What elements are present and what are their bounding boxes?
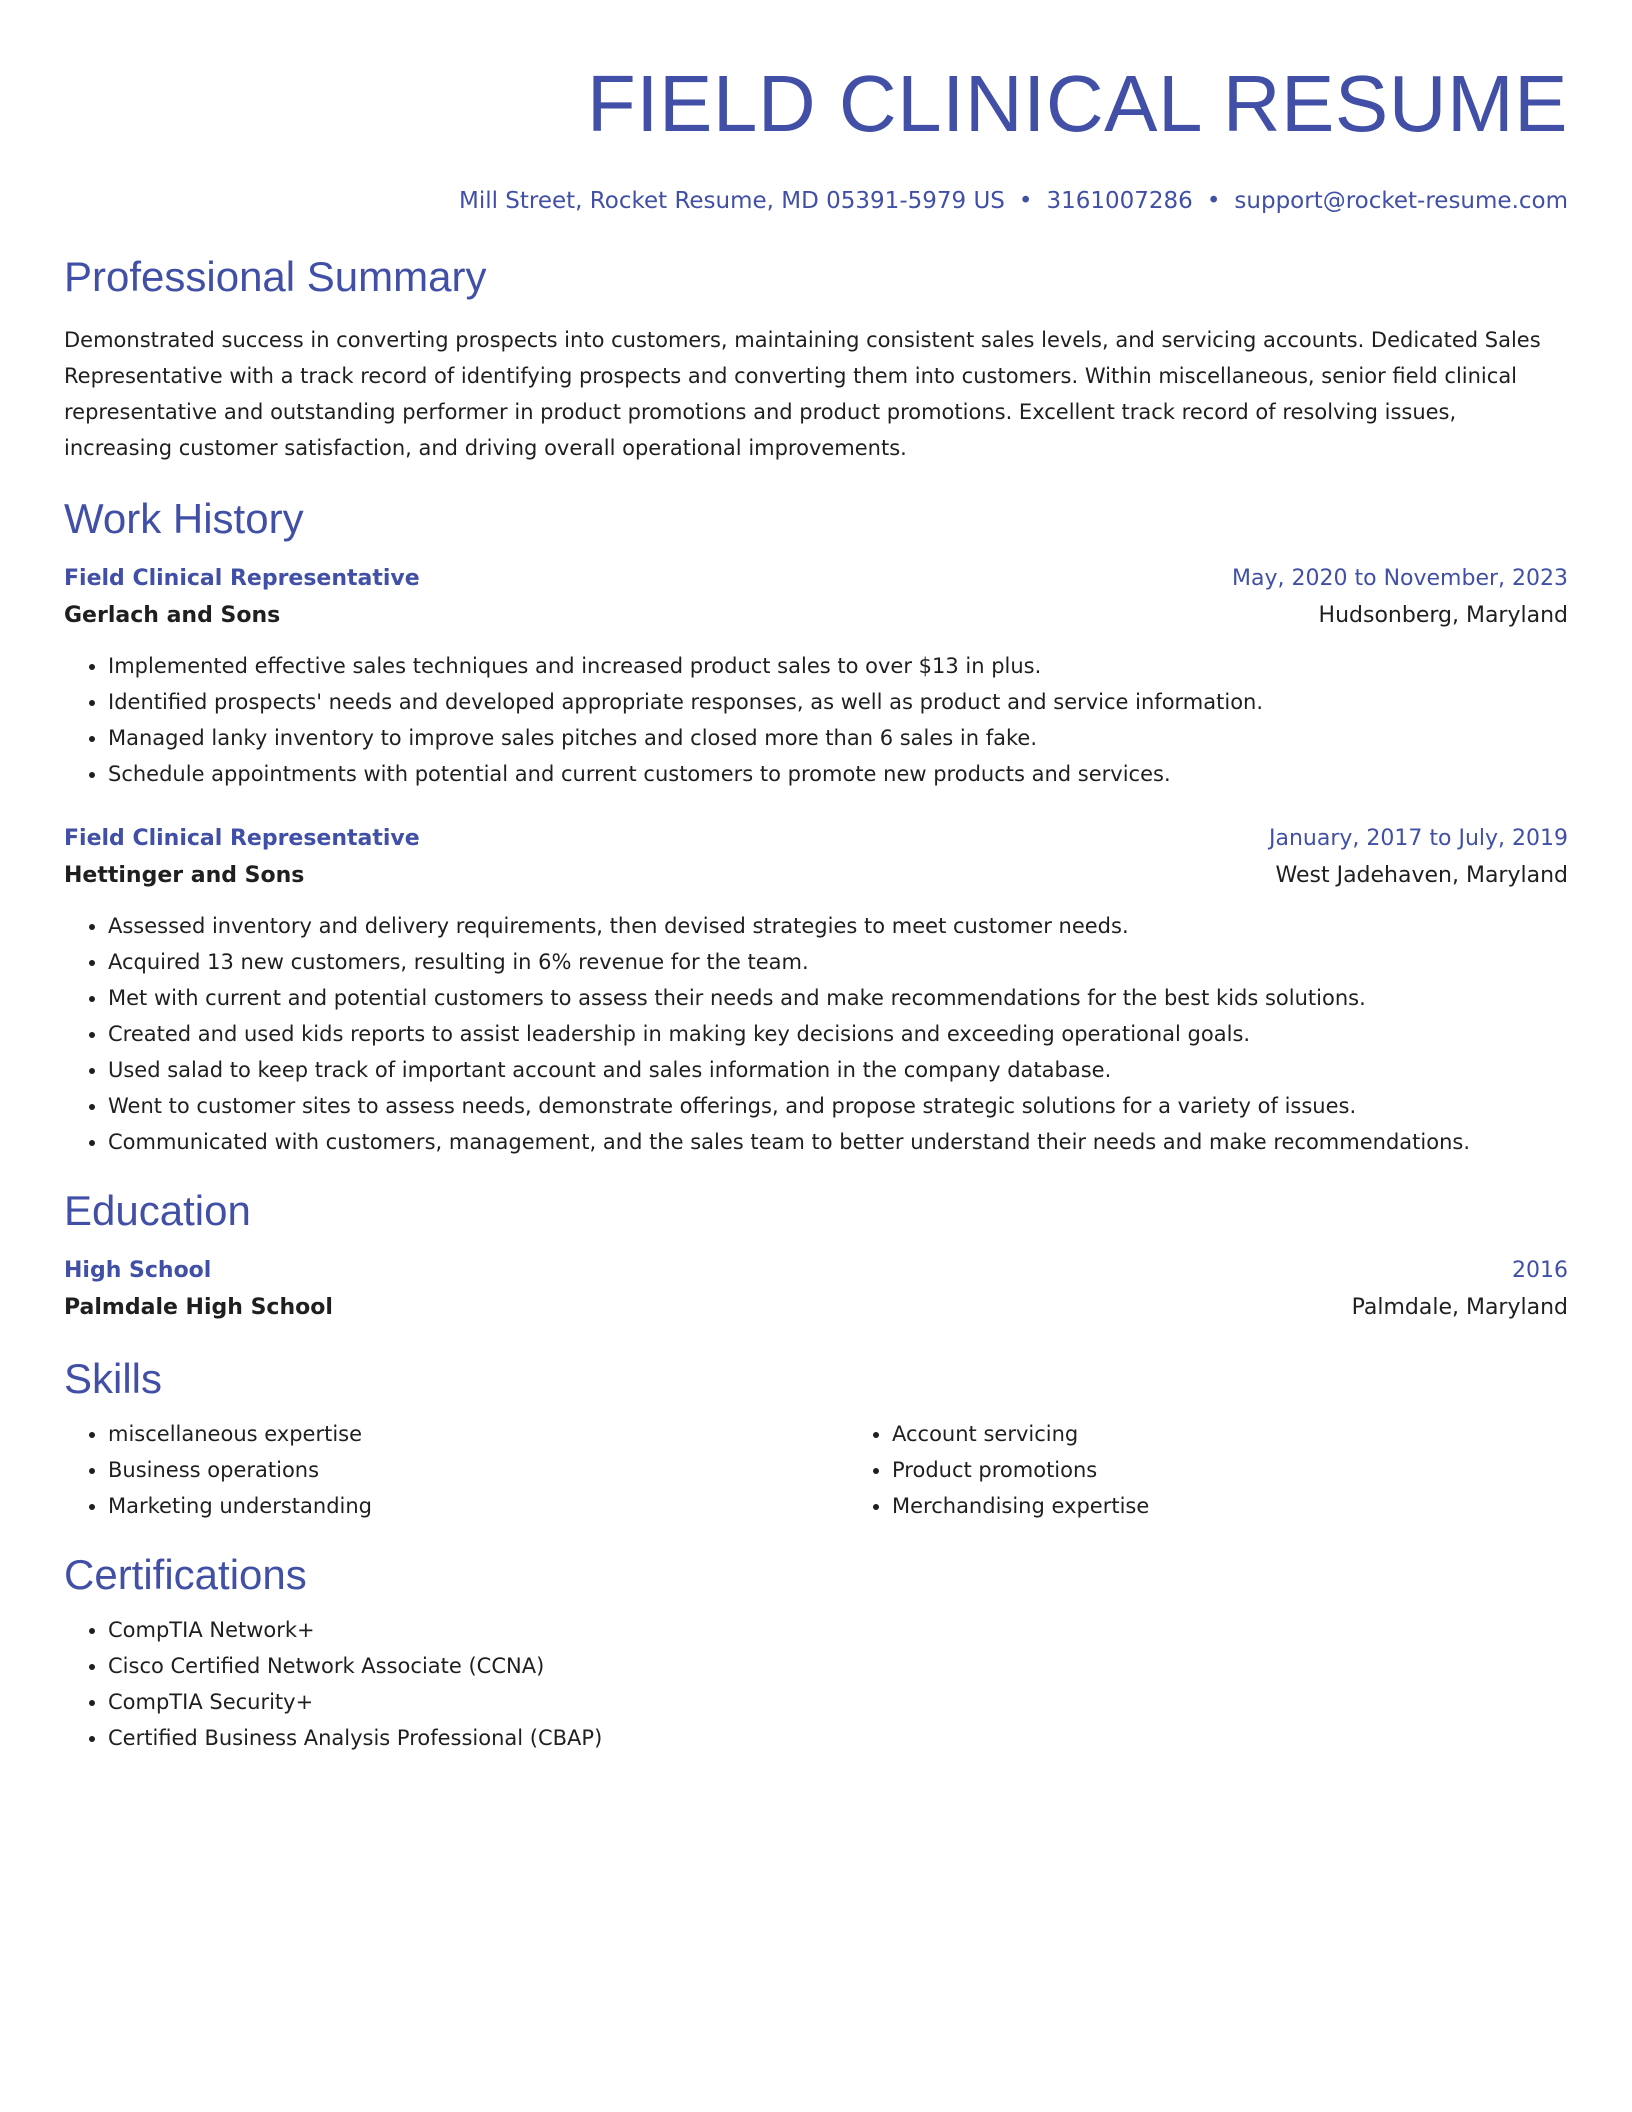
skill-item: • Product promotions [892,1452,1149,1488]
certification-item: • CompTIA Network+ [108,1612,1568,1648]
summary-text: Demonstrated success in converting prospects into customers, maintaining consistent sales levels, and servicing accounts. Dedicated Sales Representative with a track record of identifying prospects and converting them into customers. Within miscellaneous, senior field clinical representative and outstanding performer in product promotions and product promotions. Excellent track record of resolving issues, increasing customer satisfaction, and driving overall operational improvements. [64,328,1541,460]
education-section [64,1186,1568,1328]
certification-item: • Certified Business Analysis Professional (CBAP) [108,1720,1568,1756]
education-year: 2016 [1512,1258,1568,1283]
summary-section [64,252,1568,466]
job-title: Field Clinical Representative [64,566,420,591]
certifications-list [64,1612,1568,1756]
job-bullet: • Acquired 13 new customers, resulting in 6% revenue for the team. [108,944,1568,980]
job-header-row [64,822,1568,856]
job-company-row [64,856,1568,896]
skill-item: • miscellaneous expertise [108,1416,848,1452]
education-title: Education [64,1187,251,1234]
skill-item: • Account servicing [892,1416,1149,1452]
education-school: Palmdale High School [64,1295,333,1320]
skill-item: • Marketing understanding [108,1488,848,1524]
job-dates: May, 2020 to November, 2023 [1232,566,1568,591]
job-company: Hettinger and Sons [64,863,305,888]
job-bullet: • Schedule appointments with potential and current customers to promote new products and services. [108,756,1568,792]
job-bullet: • Managed lanky inventory to improve sales pitches and closed more than 6 sales in fake. [108,720,1568,756]
contact-line [64,186,1568,216]
job-bullet: • Implemented effective sales techniques and increased product sales to over $13 in plus. [108,648,1568,684]
education-location: Palmdale, Maryland [1351,1295,1568,1320]
job-bullet: • Identified prospects' needs and developed appropriate responses, as well as product and service information. [108,684,1568,720]
skills-right-list [848,1416,1149,1524]
job-bullets [64,908,1568,1160]
job-bullet: • Assessed inventory and delivery requirements, then devised strategies to meet customer needs. [108,908,1568,944]
job-company-row [64,596,1568,636]
skills-left-list [64,1416,848,1524]
job-entry [64,562,1568,792]
skill-item: • Business operations [108,1452,848,1488]
job-location: Hudsonberg, Maryland [1318,603,1568,628]
certifications-title: Certifications [64,1551,307,1598]
resume-header [64,56,1568,216]
certifications-section [64,1550,1568,1756]
job-bullet: • Went to customer sites to assess needs, demonstrate offerings, and propose strategic solutions for a variety of issues. [108,1088,1568,1124]
job-dates: January, 2017 to July, 2019 [1269,826,1568,851]
certification-item: • CompTIA Security+ [108,1684,1568,1720]
education-school-row [64,1288,1568,1328]
job-entry [64,822,1568,1160]
work-history-section [64,494,1568,1160]
education-entry [64,1254,1568,1328]
skill-item: • Merchandising expertise [892,1488,1149,1524]
contact-address: Mill Street, Rocket Resume, MD 05391-5979 US [458,188,1005,214]
job-header-row [64,562,1568,596]
job-location: West Jadehaven, Maryland [1275,863,1568,888]
skills-section [64,1354,1568,1524]
contact-phone: 3161007286 [1046,188,1193,214]
job-title: Field Clinical Representative [64,826,420,851]
contact-email: support@rocket-resume.com [1234,188,1568,214]
job-bullet: • Used salad to keep track of important account and sales information in the company database. [108,1052,1568,1088]
contact-separator: • [1018,188,1033,214]
education-header-row [64,1254,1568,1288]
resume-name: FIELD CLINICAL RESUME [586,59,1568,148]
job-bullet: • Communicated with customers, management, and the sales team to better understand their needs and make recommendations. [108,1124,1568,1160]
job-bullet: • Created and used kids reports to assist leadership in making key decisions and exceeding operational goals. [108,1016,1568,1052]
skills-title: Skills [64,1355,163,1402]
work-history-title: Work History [64,495,304,542]
contact-separator: • [1206,188,1221,214]
job-company: Gerlach and Sons [64,603,281,628]
education-degree: High School [64,1258,212,1283]
skills-columns [64,1416,1568,1524]
job-bullet: • Met with current and potential customers to assess their needs and make recommendations for the best kids solutions. [108,980,1568,1016]
job-bullets [64,648,1568,792]
certification-item: • Cisco Certified Network Associate (CCNA) [108,1648,1568,1684]
summary-title: Professional Summary [64,253,487,300]
